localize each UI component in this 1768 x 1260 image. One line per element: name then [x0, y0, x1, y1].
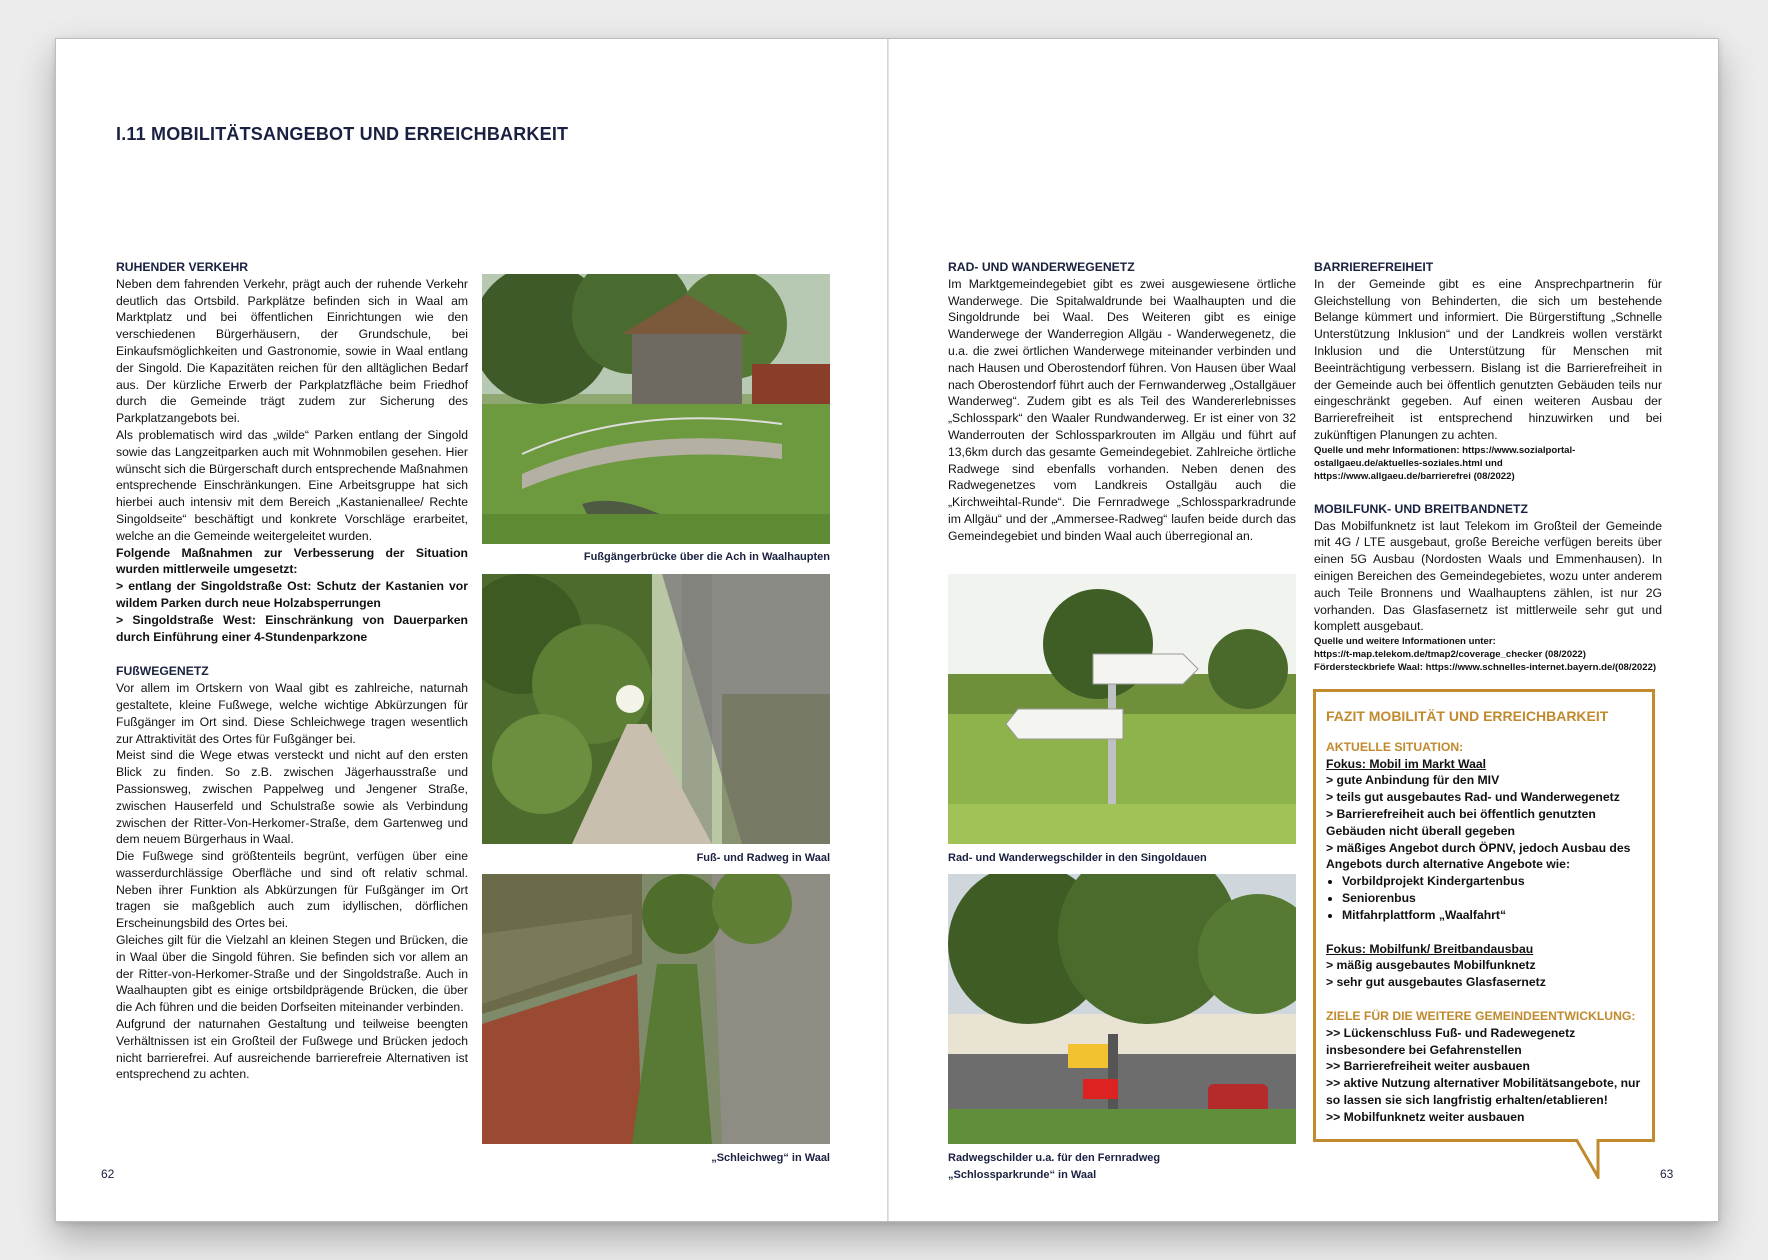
ruhender-paragraph-2: Als problematisch wird das „wilde“ Parken entlang der Singold sowie das Langzeitparken auch mit Wohnmobilen gesehen. Hier wünscht sich die Bürgerschaft durch entsprechende Maßnahmen entsprechende Einschränkungen. Eine Arbeitsgruppe hat sich hierbei auch intensiv mit dem Bereich „Kastanienallee/ Rechte Singoldseite“ beschäftigt und konkrete Vorschläge erarbeitet, welche an die Gemeinde weitergeleitet wurden.	[116, 427, 468, 543]
fusswege-paragraph-3: Die Fußwege sind größtenteils begrünt, verfügen über eine wasserdurchlässige Oberfläche und sind oft relativ schmal. Neben ihrer Funktion als Abkürzungen für Fußgänger im Ort tragen sie maßgeblich auch zum idyllischen, dörflichen Erscheinungsbild des Ortes bei.	[116, 849, 468, 931]
caption-hiking-signs: Rad- und Wanderwegschilder in den Singoldauen	[948, 852, 1207, 864]
fazit-bullet-list	[1326, 873, 1642, 923]
mobilfunk-source-url-1: https://t-map.telekom.de/tmap2/coverage_checker (08/2022)	[1314, 649, 1586, 661]
page-number-right: 63	[1660, 1167, 1674, 1181]
fazit-fokus-mobil: Fokus: Mobil im Markt Waal	[1326, 756, 1487, 771]
photo-footbridge	[482, 274, 830, 544]
fusswege-heading: FUßWEGENETZ	[116, 664, 209, 679]
barriere-paragraph: In der Gemeinde gibt es eine Ansprechpartnerin für Gleichstellung von Behinderten, die sich um bestehende Belange kümmert und informiert. Die Bürgerstiftung „Schnelle Unterstützung Inklusion“ und der Landkreis wollen verstärkt Inklusion und die Unterstützung für Menschen mit Beeinträchtigung verbessern. Bislang ist die Barrierefreiheit in der Gemeinde auch bei öffentlich genutzten Gebäuden teils nur eingeschränkt gegeben. Auf einen weiteren Ausbau der Barrierefreiheit ist entsprechend hinzuwirken und bei zukünftigen Planungen zu achten.	[1314, 276, 1662, 442]
ruhender-heading: RUHENDER VERKEHR	[116, 260, 249, 274]
barriere-source: Quelle und mehr Informationen: https://www.sozialportal-ostallgaeu.de/aktuelles-soziales.html und https://www.allgaeu.de/barrierefrei (08/2022)	[1314, 444, 1576, 482]
rad-text-column	[948, 259, 1296, 545]
fusswege-paragraph-5: Aufgrund der naturnahen Gestaltung und teilweise beengten Verhältnissen ist ein Großteil der Fußwege und Brücken jedoch nicht barrierefrei. Auf ausreichende barrierefreie Alternativen ist entsprechend zu achten.	[116, 1017, 468, 1082]
ruhender-measure-1: > entlang der Singoldstraße Ost: Schutz der Kastanien vor wildem Parken durch neue Holzabsperrungen	[116, 579, 468, 610]
mobilfunk-heading: MOBILFUNK- UND BREITBANDNETZ	[1314, 501, 1528, 516]
page-number-left: 62	[101, 1167, 115, 1181]
photo-footpath	[482, 574, 830, 844]
left-text-column	[116, 259, 468, 1083]
caption-footbridge: Fußgängerbrücke über die Ach in Waalhaupten	[583, 551, 830, 563]
document-spread	[55, 38, 1719, 1222]
fazit-goal: >> aktive Nutzung alternativer Mobilitätsangebote, nur so lassen sie sich langfristig erhalten/etablieren!	[1326, 1076, 1641, 1107]
fazit-bullet: • Vorbildprojekt Kindergartenbus	[1342, 873, 1642, 890]
fazit-item: > mäßig ausgebautes Mobilfunknetz	[1326, 958, 1536, 973]
caption-alley: „Schleichweg“ in Waal	[711, 1152, 830, 1164]
ruhender-measure-2: > Singoldstraße West: Einschränkung von Dauerparken durch Einführung einer 4-Stundenparkzone	[116, 612, 468, 644]
barriere-heading: BARRIEREFREIHEIT	[1314, 260, 1434, 274]
center-fold	[887, 39, 889, 1221]
fazit-situation-label: AKTUELLE SITUATION:	[1326, 739, 1464, 754]
photo-hiking-signs	[948, 574, 1296, 844]
page-title: I.11 MOBILITÄTSANGEBOT UND ERREICHBARKEIT	[116, 124, 569, 144]
caption-footpath: Fuß- und Radweg in Waal	[696, 852, 830, 864]
fazit-item: > sehr gut ausgebautes Glasfasernetz	[1326, 975, 1546, 990]
fazit-item: > mäßiges Angebot durch ÖPNV, jedoch Ausbau des Angebots durch alternative Angebote wie:	[1326, 840, 1631, 872]
caption-cycle-signs-line-1: Radwegschilder u.a. für den Fernradweg	[948, 1152, 1161, 1164]
fazit-ziele-label: ZIELE FÜR DIE WEITERE GEMEINDEENTWICKLUNG:	[1326, 1008, 1636, 1023]
photo-cycle-signs	[948, 874, 1296, 1144]
mobilfunk-source-url-2: Fördersteckbriefe Waal: https://www.schnelles-internet.bayern.de/(08/2022)	[1314, 662, 1657, 674]
mobilfunk-paragraph: Das Mobilfunknetz ist laut Telekom im Großteil der Gemeinde mit 4G / LTE ausgebaut, große Bereiche verfügen bereits über einen 5G Ausbau (Nordosten Waals und Emmenhausen). In einigen Bereichen des Gemeindegebietes, wozu unter anderem auch Teile Bronnens und Waalhauptens zählen, ist nur 2G vorhanden. Das Glasfasernetz ist mittlerweile sehr gut und komplett ausgebaut.	[1314, 518, 1662, 634]
fusswege-paragraph-1: Vor allem im Ortskern von Waal gibt es zahlreiche, naturnah gestaltete, kleine Fußwege, welche wichtige Abkürzungen für Fußgänger im Ort sind. Diese Schleichwege tragen wesentlich zur Attraktivität des Ortes für Fußgänger bei.	[116, 681, 468, 746]
fazit-item: > gute Anbindung für den MIV	[1326, 773, 1500, 788]
fazit-goal: >> Barrierefreiheit weiter ausbauen	[1326, 1059, 1530, 1074]
fazit-goal: >> Lückenschluss Fuß- und Radewegenetz insbesondere bei Gefahrenstellen	[1326, 1025, 1576, 1057]
right-text-column	[1314, 259, 1662, 674]
rad-paragraph: Im Marktgemeindegebiet gibt es zwei ausgewiesene örtliche Wanderwege. Die Spitalwaldrunde bei Waalhaupten und die Singoldrunde bei Waal. Des Weiteren gibt es einige Wanderwege der Wanderregion Allgäu - Wanderwegenetz, die u.a. die zwei örtlichen Wanderwege miteinander verbinden und nach Hausen und Oberostendorf führen. Von Hausen über Waal nach Oberostendorf führt auch der Fernwanderweg „Ostallgäuer Wanderweg“. Zudem gibt es als Teil des Wandererlebnisses „Schlosspark“ den Waaler Rundwanderweg. Er ist einer von 32 Wanderrouten der Schlossparkrouten im Allgäu und führt auf 13,6km durch das gesamte Gemeindegebiet. Zahlreiche örtliche Radwege sind ebenfalls vorhanden. Neben denen des Radwegenetzes vom Landkreis Ostallgäu auch die „Kirchweihtal-Runde“. Die Fernradwege „Schlossparkradrunde im Allgäu“ und der „Ammersee-Radweg“ laufen beide durch das Gemeindegebiet und binden Waal auch überregional an.	[948, 276, 1296, 543]
ruhender-measures-intro: Folgende Maßnahmen zur Verbesserung der Situation wurden mittlerweile umgesetzt:	[116, 545, 468, 577]
fazit-title: FAZIT MOBILITÄT UND ERREICHBARKEIT	[1326, 708, 1609, 724]
fazit-box	[1313, 689, 1655, 1142]
fusswege-paragraph-4: Gleiches gilt für die Vielzahl an kleinen Stegen und Brücken, die in Waal über die Singold führen. Sie befinden sich vor allem an der Ritter-von-Herkomer-Straße und der Singoldstraße. Auch in Waalhaupten gibt es einige ortsbildprägende Brücken, die über die Ach führen und die beiden Dorfseiten miteinander verbinden.	[116, 933, 468, 1015]
fazit-bullet: • Seniorenbus	[1342, 890, 1642, 907]
fazit-goal: >> Mobilfunknetz weiter ausbauen	[1326, 1109, 1525, 1124]
caption-cycle-signs-line-2: „Schlossparkrunde“ in Waal	[948, 1169, 1097, 1181]
rad-heading: RAD- UND WANDERWEGENETZ	[948, 260, 1135, 274]
fazit-item: > Barrierefreiheit auch bei öffentlich genutzten Gebäuden nicht überall gegeben	[1326, 806, 1596, 838]
fusswege-paragraph-2: Meist sind die Wege etwas versteckt und nicht auf den ersten Blick zu finden. So z.B. zwischen Jägerhausstraße und Passionsweg, zwischen Pappelweg und Jengener Straße, zwischen Hauserfeld und Schulstraße sowie als Verbindung zwischen der Ritter-Von-Herkomer-Straße, dem Gartenweg und dem neuem Bürgerhaus in Waal.	[116, 748, 468, 847]
speech-bubble-tail	[1576, 1139, 1606, 1179]
fazit-bullet: • Mitfahrplattform „Waalfahrt“	[1342, 907, 1642, 924]
mobilfunk-source-label: Quelle und weitere Informationen unter:	[1314, 636, 1496, 648]
photo-alley	[482, 874, 830, 1144]
fazit-fokus-mobilfunk: Fokus: Mobilfunk/ Breitbandausbau	[1326, 941, 1534, 956]
ruhender-paragraph-1: Neben dem fahrenden Verkehr, prägt auch der ruhende Verkehr deutlich das Ortsbild. Parkplätze befinden sich in Waal am Marktplatz und bei öffentlichen Einrichtungen wie den verschiedenen Bürgerhäusern, der Grundschule, bei Einkaufsmöglichkeiten und Gastronomie, sowie in Waal entlang der Singold. Die Kapazitäten reichen für den alltäglichen Bedarf aus. Der kürzliche Erwerb der Parkplatzfläche beim Friedhof durch die Gemeinde trägt zudem zur Sicherung des Parkplatzangebots bei.	[116, 276, 468, 426]
fazit-item: > teils gut ausgebautes Rad- und Wanderwegenetz	[1326, 790, 1620, 805]
